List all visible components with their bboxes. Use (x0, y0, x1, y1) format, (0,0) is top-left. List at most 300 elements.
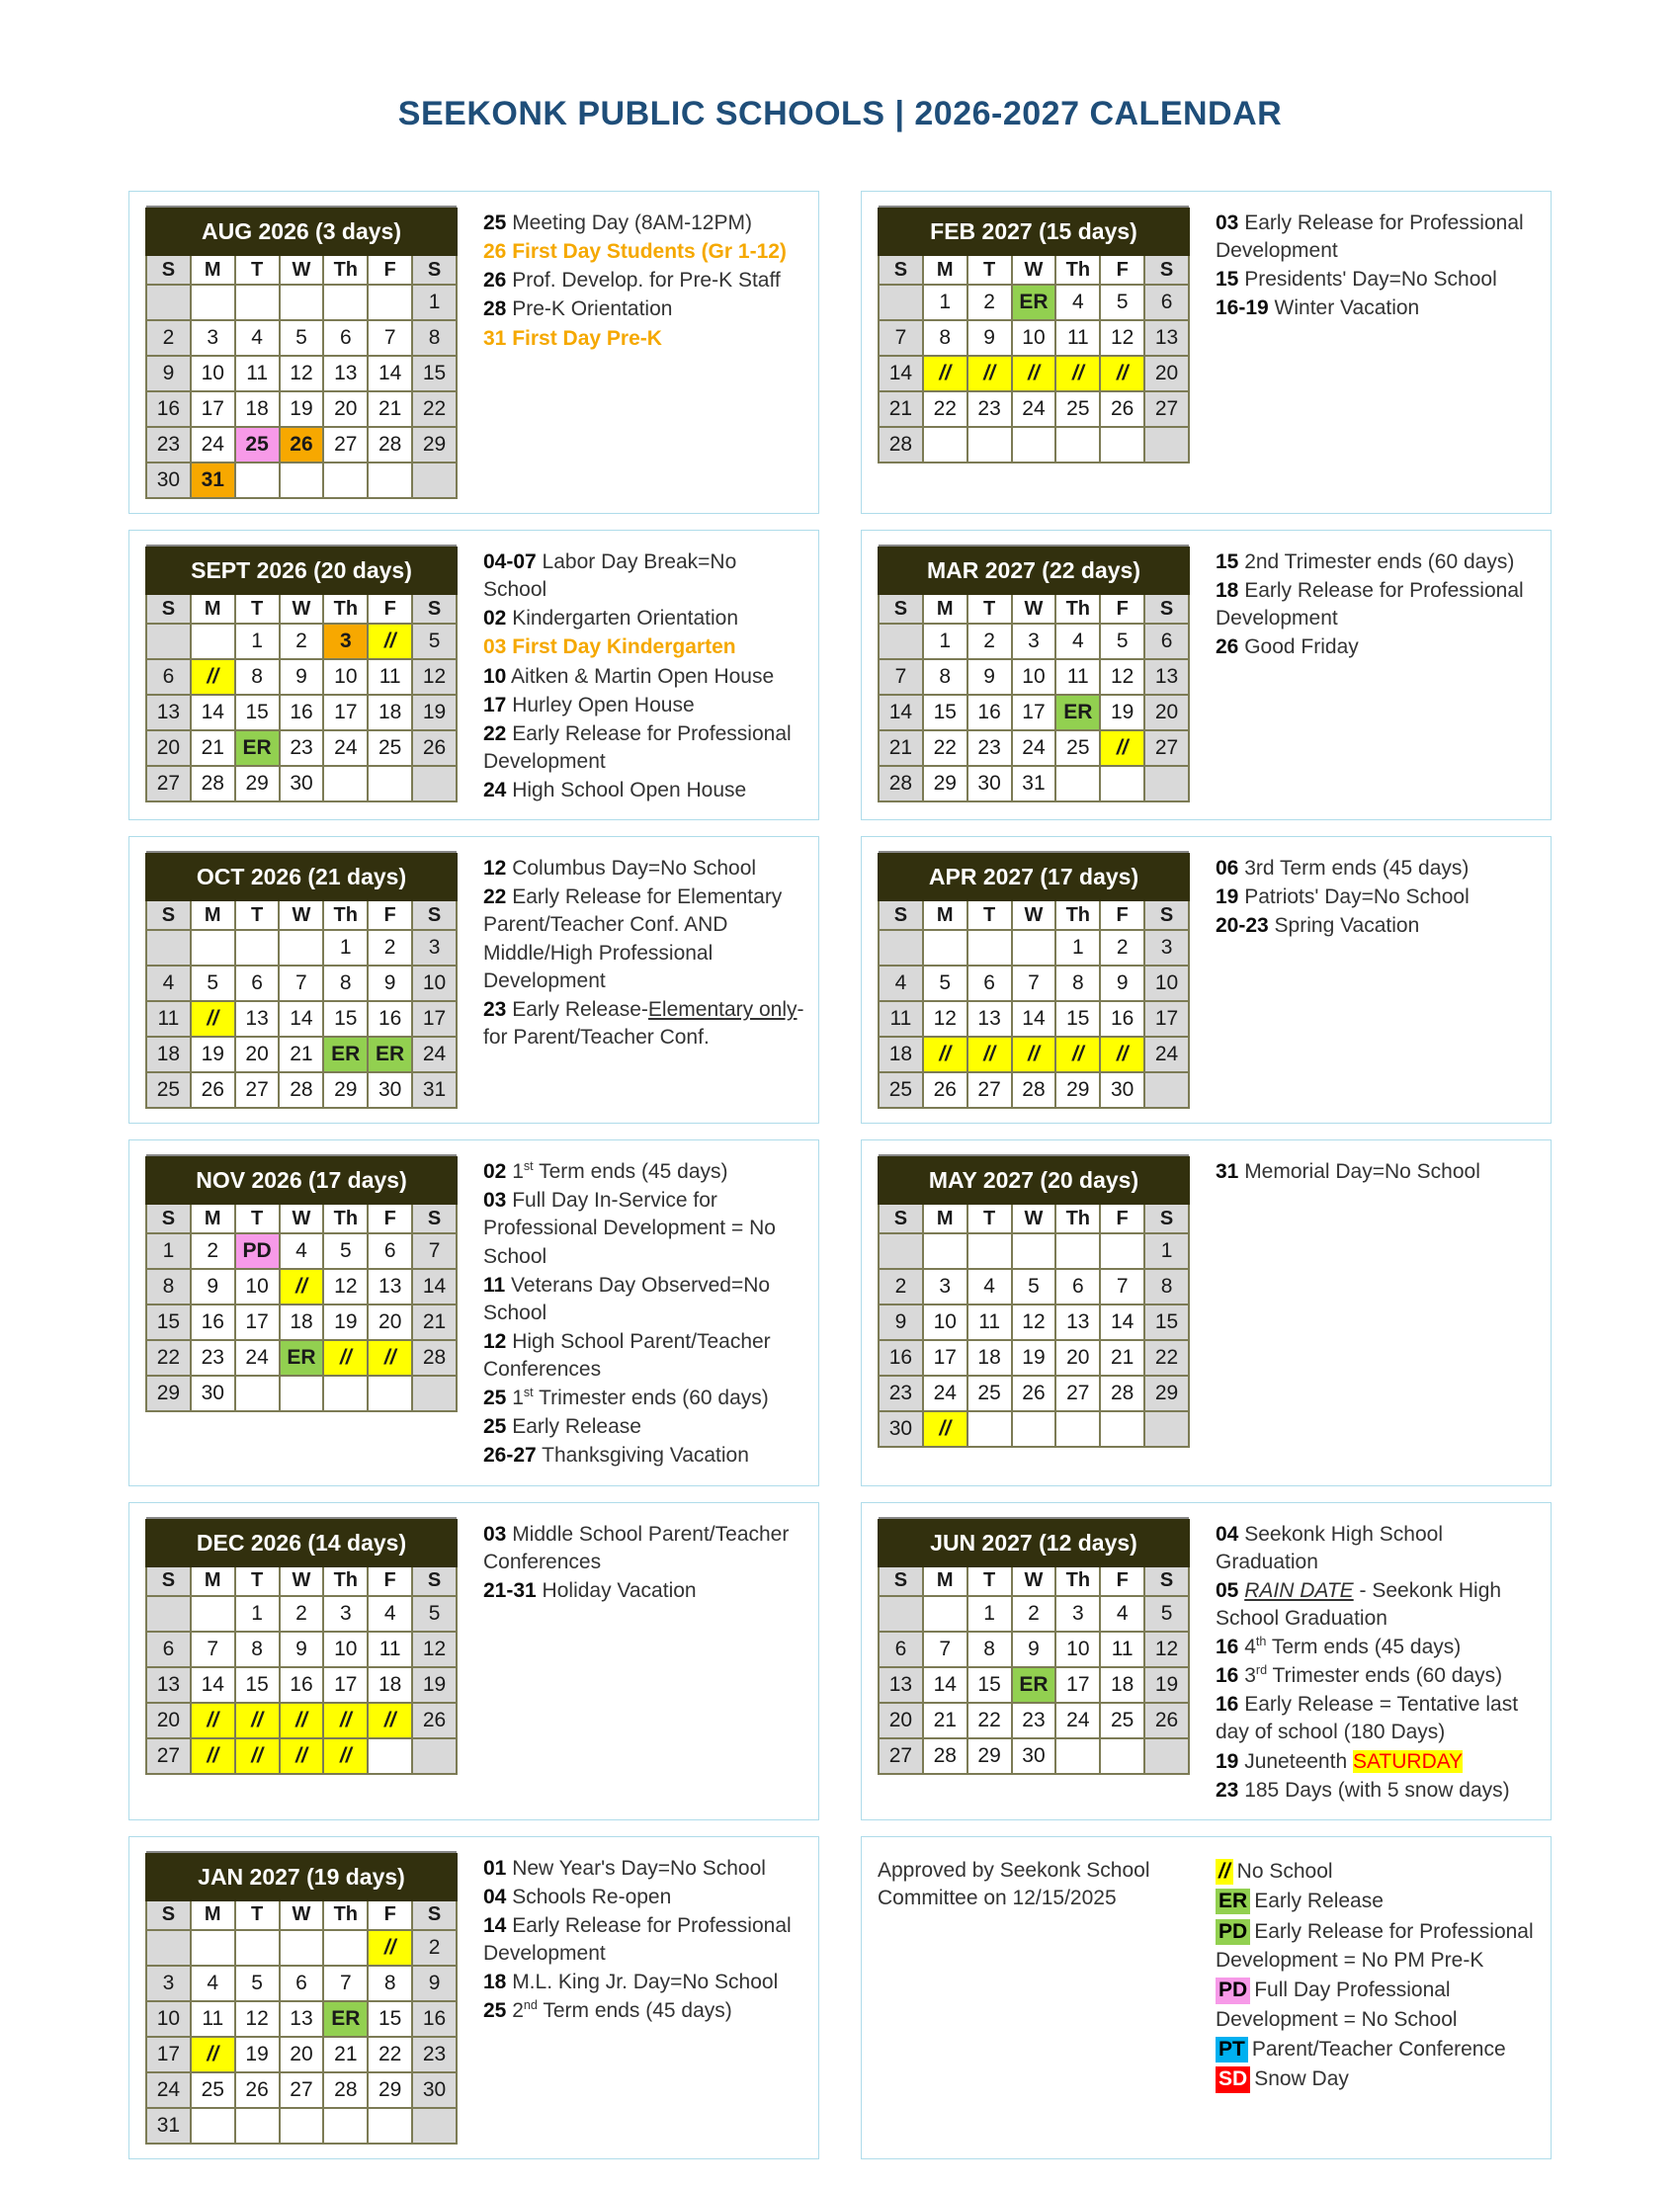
week-row (879, 320, 1189, 356)
week-row (146, 1305, 457, 1340)
weekday-label: S (1144, 594, 1189, 624)
week-row (146, 659, 457, 695)
month-panel-feb-2027 (861, 191, 1552, 514)
weekday-label: S (879, 900, 923, 930)
day-cell: 17 (1012, 695, 1056, 730)
day-cell: 23 (280, 730, 324, 766)
day-cell: 2 (1100, 930, 1144, 966)
day-cell (1055, 1738, 1100, 1774)
weekday-label: F (1100, 1566, 1144, 1596)
day-cell: 3 (1144, 930, 1189, 966)
day-cell: // (280, 1703, 324, 1738)
month-notes (458, 208, 804, 354)
month-title: MAR 2027 (22 days) (879, 547, 1189, 594)
week-row (879, 1596, 1189, 1632)
day-cell (146, 624, 191, 659)
weekday-label: Th (1055, 255, 1100, 285)
day-cell (191, 1930, 235, 1966)
day-cell: 26 (280, 427, 324, 463)
weekday-label: F (368, 255, 412, 285)
weekday-label: W (280, 1204, 324, 1233)
day-cell: // (191, 1001, 235, 1037)
day-cell: 11 (368, 659, 412, 695)
legend-text: No School (1236, 1859, 1333, 1883)
day-cell: 22 (923, 391, 967, 427)
day-cell: 23 (146, 427, 191, 463)
day-cell (368, 1376, 412, 1411)
day-cell (923, 427, 967, 463)
note-day: 12 (483, 1329, 507, 1353)
weekday-label: F (368, 1566, 412, 1596)
day-cell: 12 (1012, 1305, 1056, 1340)
day-cell: 6 (146, 659, 191, 695)
weekday-label: W (280, 1566, 324, 1596)
day-cell: 13 (235, 1001, 280, 1037)
note-day: 26 (483, 269, 507, 293)
day-cell: 4 (235, 320, 280, 356)
note-day: 06 (1216, 857, 1239, 881)
week-row (879, 1037, 1189, 1072)
day-cell: 6 (1144, 285, 1189, 320)
week-row (879, 730, 1189, 766)
month-notes (1190, 547, 1537, 663)
weekday-label: W (1012, 594, 1056, 624)
weekday-label: S (879, 1566, 923, 1596)
day-cell (146, 1930, 191, 1966)
week-row (146, 695, 457, 730)
month-calendar (145, 547, 458, 802)
day-cell (323, 463, 368, 498)
day-cell: 14 (191, 695, 235, 730)
day-cell: 29 (967, 1738, 1012, 1774)
day-cell: 14 (879, 695, 923, 730)
day-cell: 26 (923, 1072, 967, 1108)
weekday-label: F (368, 900, 412, 930)
note-day: 16 (1216, 1693, 1239, 1717)
note-day: 17 (483, 693, 507, 716)
day-cell (879, 1596, 923, 1632)
day-cell: // (1055, 356, 1100, 391)
month-notes (458, 1156, 804, 1471)
weekday-label: T (235, 1204, 280, 1233)
note-day: 16 (1216, 1636, 1239, 1658)
note-item: 04 Schools Re-open (483, 1885, 672, 1908)
weekday-label: W (280, 1900, 324, 1930)
day-cell: 10 (1012, 659, 1056, 695)
day-cell: 21 (368, 391, 412, 427)
day-cell: 5 (191, 966, 235, 1001)
note-day: 11 (483, 1273, 506, 1297)
note-day: 05 (1216, 1578, 1239, 1602)
week-row (879, 1072, 1189, 1108)
weekday-label: Th (323, 594, 368, 624)
day-cell: 9 (879, 1305, 923, 1340)
month-panel-sept-2026 (128, 530, 819, 820)
weekday-label: Th (323, 1900, 368, 1930)
week-row (879, 1632, 1189, 1667)
day-cell (1055, 1411, 1100, 1447)
note-item: 16 Early Release = Tentative last day of school (180 Days) (1216, 1693, 1519, 1744)
weekday-label: W (1012, 900, 1056, 930)
day-cell: 28 (1012, 1072, 1056, 1108)
day-cell: 2 (368, 930, 412, 966)
note-item: 22 Early Release for Professional Development (483, 721, 792, 773)
day-cell: 15 (146, 1305, 191, 1340)
note-day: 25 (483, 1415, 507, 1439)
note-day: 01 (483, 1856, 507, 1880)
note-day: 15 (1216, 550, 1239, 573)
day-cell: 24 (323, 730, 368, 766)
week-row (146, 1966, 457, 2001)
day-cell: 15 (412, 356, 457, 391)
day-cell: 30 (1100, 1072, 1144, 1108)
day-cell: 9 (412, 1966, 457, 2001)
day-cell: 17 (191, 391, 235, 427)
day-cell: 27 (280, 2072, 324, 2108)
day-cell: 11 (1100, 1632, 1144, 1667)
day-cell: 19 (280, 391, 324, 427)
day-cell: 6 (879, 1632, 923, 1667)
weekday-label: T (967, 594, 1012, 624)
month-panel-apr-2027 (861, 836, 1552, 1124)
note-day: 23 (483, 997, 507, 1021)
weekday-label: T (967, 255, 1012, 285)
day-cell: 29 (1055, 1072, 1100, 1108)
day-cell: 19 (235, 2037, 280, 2072)
note-day: 19 (1216, 1749, 1239, 1773)
week-row (146, 1596, 457, 1632)
day-cell: 14 (279, 1001, 323, 1037)
month-calendar (878, 853, 1190, 1109)
day-cell: 14 (1100, 1305, 1144, 1340)
day-cell: 19 (1144, 1667, 1189, 1703)
day-cell: 28 (412, 1340, 457, 1376)
note-item: 21-31 Holiday Vacation (483, 1578, 697, 1602)
day-cell: 8 (235, 1632, 280, 1667)
day-cell: 9 (1100, 966, 1144, 1001)
day-cell: 11 (235, 356, 280, 391)
weekday-label: F (1100, 594, 1144, 624)
weekday-header-row (146, 1566, 457, 1596)
day-cell (1012, 1233, 1056, 1269)
day-cell: // (1012, 356, 1056, 391)
day-cell: 23 (412, 2037, 457, 2072)
note-item: 15 2nd Trimester ends (60 days) (1216, 550, 1515, 573)
weekday-label: T (235, 1566, 280, 1596)
day-cell: 21 (923, 1703, 967, 1738)
day-cell (879, 624, 923, 659)
day-cell: 24 (923, 1376, 967, 1411)
day-cell: 6 (235, 966, 280, 1001)
day-cell: 27 (1055, 1376, 1100, 1411)
day-cell: 7 (191, 1632, 235, 1667)
day-cell: 7 (368, 320, 412, 356)
day-cell (879, 930, 923, 966)
legend-code: PD (1216, 1919, 1250, 1945)
week-row (146, 1667, 457, 1703)
day-cell: 29 (923, 766, 967, 801)
week-row (879, 1667, 1189, 1703)
note-day: 18 (1216, 579, 1239, 603)
weekday-label: F (368, 594, 412, 624)
day-cell (1100, 427, 1144, 463)
day-cell: // (323, 1340, 368, 1376)
day-cell: // (368, 1930, 412, 1966)
day-cell: 24 (235, 1340, 280, 1376)
day-cell: 16 (191, 1305, 235, 1340)
day-cell: 16 (967, 695, 1012, 730)
day-cell: 14 (1012, 1001, 1056, 1037)
day-cell: 9 (191, 1269, 235, 1305)
day-cell: 28 (191, 766, 235, 801)
day-cell: 30 (967, 766, 1012, 801)
week-row (146, 1376, 457, 1411)
note-item: 15 Presidents' Day=No School (1216, 268, 1497, 292)
day-cell (1055, 1233, 1100, 1269)
day-cell: 5 (923, 966, 967, 1001)
day-cell: 27 (235, 1072, 280, 1108)
weekday-label: S (146, 1566, 191, 1596)
day-cell: 5 (1100, 285, 1144, 320)
day-cell: // (368, 1703, 412, 1738)
weekday-label: M (191, 1204, 235, 1233)
day-cell (235, 1930, 280, 1966)
day-cell: // (1100, 356, 1144, 391)
day-cell: 29 (235, 766, 280, 801)
day-cell: 6 (280, 1966, 324, 2001)
day-cell (967, 1411, 1012, 1447)
note-item: 18 Early Release for Professional Development (1216, 579, 1524, 631)
day-cell: 20 (1144, 695, 1189, 730)
day-cell: 31 (1012, 766, 1056, 801)
note-item: 17 Hurley Open House (483, 693, 695, 716)
note-item: 04-07 Labor Day Break=No School (483, 550, 737, 602)
day-cell: 13 (280, 2001, 324, 2037)
weekday-label: T (235, 1900, 280, 1930)
day-cell: // (368, 1340, 412, 1376)
week-row (879, 1001, 1189, 1037)
day-cell: ER (1012, 285, 1056, 320)
day-cell: 3 (1055, 1596, 1100, 1632)
week-row (879, 356, 1189, 391)
day-cell: // (235, 1738, 280, 1774)
note-day: 31 (483, 326, 507, 350)
note-day: 12 (483, 857, 507, 881)
legend-list (1190, 1853, 1537, 2095)
day-cell (323, 1930, 368, 1966)
note-item: 19 Juneteenth SATURDAY (1216, 1749, 1464, 1773)
day-cell: // (191, 659, 235, 695)
day-cell (191, 285, 235, 320)
weekday-label: T (967, 1204, 1012, 1233)
day-cell: 30 (191, 1376, 235, 1411)
note-item: 10 Aitken & Martin Open House (483, 664, 775, 688)
day-cell: 28 (923, 1738, 967, 1774)
weekday-label: S (412, 1204, 457, 1233)
day-cell: 10 (235, 1269, 280, 1305)
weekday-label: Th (323, 1204, 368, 1233)
weekday-label: S (412, 1566, 457, 1596)
note-item: 12 Columbus Day=No School (483, 857, 757, 881)
weekday-label: M (923, 594, 967, 624)
note-day: 23 (1216, 1778, 1239, 1802)
day-cell (146, 1596, 191, 1632)
day-cell: 13 (967, 1001, 1012, 1037)
day-cell (235, 2108, 280, 2144)
day-cell (923, 930, 967, 966)
day-cell: ER (1055, 695, 1100, 730)
day-cell: 25 (146, 1072, 191, 1108)
note-item: 01 New Year's Day=No School (483, 1856, 766, 1880)
day-cell: 7 (879, 659, 923, 695)
note-item: 16 4th Term ends (45 days) (1216, 1635, 1462, 1658)
day-cell: 25 (191, 2072, 235, 2108)
week-row (146, 624, 457, 659)
month-title: JAN 2027 (19 days) (146, 1854, 457, 1900)
month-title: NOV 2026 (17 days) (146, 1157, 457, 1204)
note-item: 25 Meeting Day (8AM-12PM) (483, 211, 752, 234)
day-cell: 4 (1055, 624, 1100, 659)
week-row (146, 1037, 457, 1072)
day-cell: 2 (146, 320, 191, 356)
week-row (879, 1233, 1189, 1269)
day-cell: 18 (368, 695, 412, 730)
day-cell: 8 (1055, 966, 1100, 1001)
weekday-label: F (368, 1900, 412, 1930)
month-notes (1190, 208, 1537, 324)
day-cell: 9 (967, 320, 1012, 356)
legend-code: ER (1216, 1889, 1250, 1914)
month-calendar (878, 1519, 1190, 1775)
weekday-label: Th (1055, 594, 1100, 624)
day-cell: 13 (146, 1667, 191, 1703)
month-calendar (878, 547, 1190, 802)
weekday-label: S (1144, 1566, 1189, 1596)
day-cell: 21 (879, 391, 923, 427)
weekday-label: W (1012, 1566, 1056, 1596)
day-cell: 8 (923, 320, 967, 356)
day-cell: 1 (412, 285, 457, 320)
day-cell: 28 (879, 427, 923, 463)
week-row (146, 1233, 457, 1269)
note-day: 03 (483, 635, 507, 659)
day-cell: 6 (1055, 1269, 1100, 1305)
week-row (146, 463, 457, 498)
day-cell: 10 (323, 659, 368, 695)
weekday-label: Th (1055, 1204, 1100, 1233)
legend-code: PD (1216, 1978, 1250, 2003)
day-cell: 15 (1055, 1001, 1100, 1037)
note-item: 16-19 Winter Vacation (1216, 296, 1420, 320)
day-cell: 10 (923, 1305, 967, 1340)
day-cell: 21 (191, 730, 235, 766)
day-cell (323, 285, 368, 320)
day-cell: 5 (412, 624, 457, 659)
note-item: 28 Pre-K Orientation (483, 297, 673, 321)
day-cell: 29 (146, 1376, 191, 1411)
weekday-label: Th (323, 1566, 368, 1596)
day-cell: 11 (967, 1305, 1012, 1340)
day-cell: PD (235, 1233, 280, 1269)
day-cell: 1 (235, 624, 280, 659)
day-cell: 2 (191, 1233, 235, 1269)
weekday-header-row (146, 1204, 457, 1233)
note-day: 20-23 (1216, 914, 1269, 938)
week-row (879, 695, 1189, 730)
day-cell: ER (323, 1037, 368, 1072)
legend-item (1216, 1976, 1537, 2034)
day-cell: 12 (323, 1269, 368, 1305)
day-cell: // (191, 2037, 235, 2072)
day-cell (235, 1376, 280, 1411)
note-item: 02 1st Term ends (45 days) (483, 1159, 728, 1184)
day-cell: 15 (368, 2001, 412, 2037)
week-row (146, 930, 457, 966)
day-cell: 20 (1055, 1340, 1100, 1376)
note-item: 16 3rd Trimester ends (60 days) (1216, 1663, 1503, 1688)
month-calendar (145, 1156, 458, 1412)
day-cell: 1 (967, 1596, 1012, 1632)
day-cell: 26 (191, 1072, 235, 1108)
day-cell: 23 (1012, 1703, 1056, 1738)
day-cell: // (235, 1703, 280, 1738)
week-row (146, 285, 457, 320)
day-cell: ER (323, 2001, 368, 2037)
day-cell (368, 1738, 412, 1774)
weekday-header-row (879, 594, 1189, 624)
month-notes (458, 1519, 804, 1606)
day-cell: 6 (967, 966, 1012, 1001)
day-cell: 27 (146, 1738, 191, 1774)
day-cell: 4 (191, 1966, 235, 2001)
week-row (879, 766, 1189, 801)
weekday-header-row (879, 255, 1189, 285)
day-cell: 9 (280, 1632, 324, 1667)
note-day: 16 (1216, 1664, 1239, 1688)
note-day: 25 (483, 211, 507, 234)
day-cell (412, 2108, 457, 2144)
day-cell: 3 (1012, 624, 1056, 659)
day-cell (412, 766, 457, 801)
day-cell: ER (280, 1340, 324, 1376)
day-cell: 18 (967, 1340, 1012, 1376)
day-cell: 15 (923, 695, 967, 730)
day-cell: 19 (1012, 1340, 1056, 1376)
day-cell: 29 (323, 1072, 368, 1108)
day-cell: 12 (412, 1632, 457, 1667)
day-cell: 13 (1144, 320, 1189, 356)
day-cell: ER (368, 1037, 412, 1072)
day-cell: 12 (1100, 320, 1144, 356)
day-cell (1144, 1072, 1189, 1108)
day-cell: 27 (879, 1738, 923, 1774)
day-cell: 21 (279, 1037, 323, 1072)
weekday-label: Th (323, 900, 368, 930)
day-cell: 22 (368, 2037, 412, 2072)
day-cell: // (1055, 1037, 1100, 1072)
day-cell: // (368, 624, 412, 659)
day-cell: 23 (967, 391, 1012, 427)
day-cell: 26 (235, 2072, 280, 2108)
day-cell: 19 (412, 695, 457, 730)
day-cell: 18 (879, 1037, 923, 1072)
note-day: 04 (1216, 1522, 1239, 1546)
day-cell: 10 (1055, 1632, 1100, 1667)
weekday-label: Th (1055, 1566, 1100, 1596)
note-item: 20-23 Spring Vacation (1216, 914, 1420, 938)
weekday-header-row (879, 1566, 1189, 1596)
month-panel-may-2027 (861, 1139, 1552, 1485)
